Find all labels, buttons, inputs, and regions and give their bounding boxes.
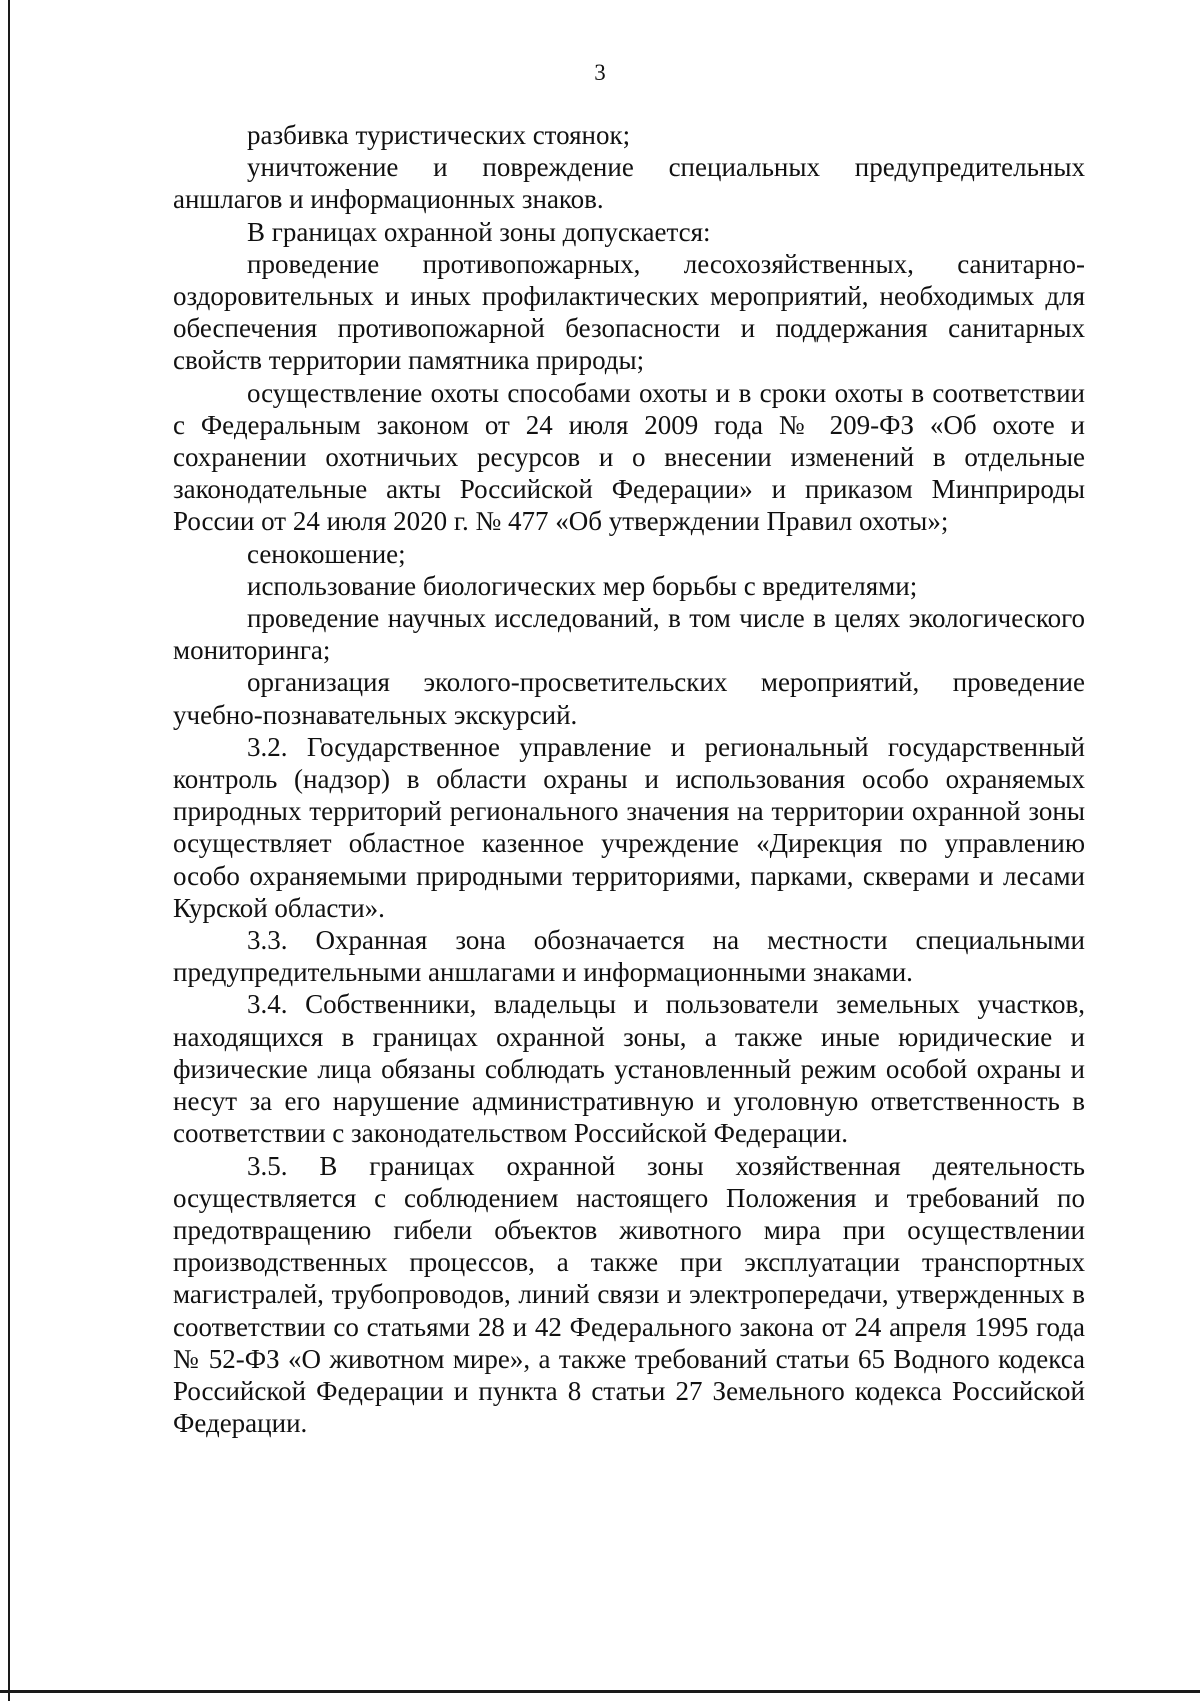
paragraph-section-3-4: 3.4. Собственники, владельцы и пользователи земельных участков, находящихся в границах охранной зоны, а также иные юридические и физические лица обязаны соблюдать установленный режим особой охраны и несут за его нарушение административную и уголовную ответственность в соответствии с законодательством Российской Федерации. (173, 989, 1085, 1149)
paragraph-pest-control: использование биологических мер борьбы с вредителями; (247, 570, 918, 601)
paragraph-section-3-3: 3.3. Охранная зона обозначается на местности специальными предупредительными аншлагами и информационными знаками. (173, 925, 1085, 988)
scan-edge-left (8, 0, 10, 1701)
paragraph-sign-damage: уничтожение и повреждение специальных предупредительных аншлагов и информационных знаков. (173, 152, 1085, 215)
paragraph-research: проведение научных исследований, в том числе в целях экологического мониторинга; (173, 603, 1085, 666)
paragraph-hunting: осуществление охоты способами охоты и в сроки охоты в соответствии с Федеральным законом от 24 июля 2009 года № 209-ФЗ «Об охоте и сохранении охотничьих ресурсов и о внесении изменений в отдельные законодательные акты Российской Федерации» и приказом Минприроды России от 24 июля 2020 г. № 477 «Об утверждении Правил охоты»; (173, 377, 1085, 537)
paragraph-allowed-heading: В границах охранной зоны допускается: (247, 216, 711, 247)
paragraph-haymaking: сенокошение; (247, 538, 406, 569)
scan-edge-bottom (0, 1690, 1200, 1693)
paragraph-section-3-2: 3.2. Государственное управление и региональный государственный контроль (надзор) в области охраны и использования особо охраняемых природных территорий регионального значения на территории охранной зоны осуществляет областное казенное учреждение «Дирекция по управлению особо охраняемыми природными территориями, парками, скверами и лесами Курской области». (173, 731, 1085, 923)
page-number: 3 (594, 60, 606, 85)
document-body (173, 119, 1085, 1439)
paragraph-tourist-camps: разбивка туристических стоянок; (247, 120, 631, 150)
paragraph-section-3-5: 3.5. В границах охранной зоны хозяйственная деятельность осуществляется с соблюдением настоящего Положения и требований по предотвращению гибели объектов животного мира при осуществлении производственных процессов, а также при эксплуатации транспортных магистралей, трубопроводов, линий связи и электропередачи, утвержденных в соответствии со статьями 28 и 42 Федерального закона от 24 апреля 1995 года № 52-ФЗ «О животном мире», а также требований статьи 65 Водного кодекса Российской Федерации и пункта 8 статьи 27 Земельного кодекса Российской Федерации. (173, 1150, 1085, 1439)
paragraph-education: организация эколого-просветительских мероприятий, проведение учебно-познавательных экскурсий. (173, 667, 1085, 730)
paragraph-preventive-measures: проведение противопожарных, лесохозяйственных, санитарно-оздоровительных и иных профилактических мероприятий, необходимых для обеспечения противопожарной безопасности и поддержания санитарных свойств территории памятника природы; (173, 248, 1085, 376)
